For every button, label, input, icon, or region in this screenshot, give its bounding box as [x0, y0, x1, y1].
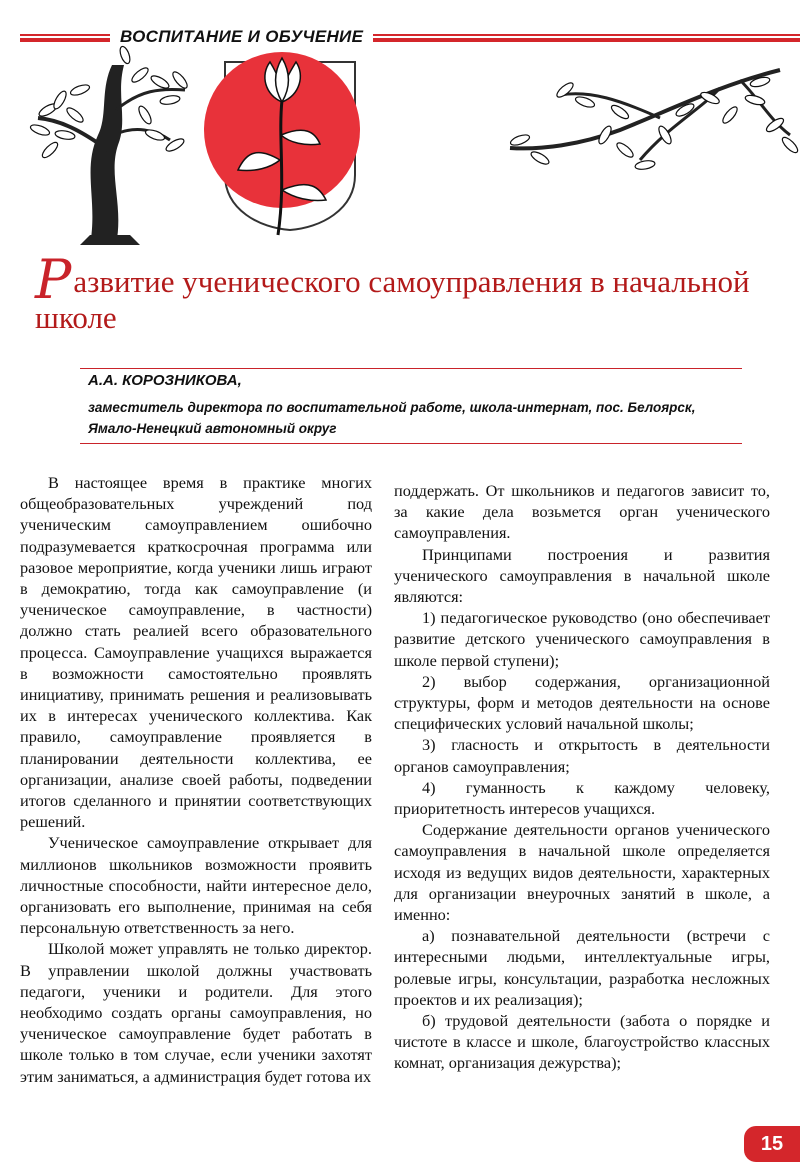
- rose-emblem-icon: [204, 52, 360, 235]
- section-title: ВОСПИТАНИЕ И ОБУЧЕНИЕ: [110, 27, 373, 47]
- paragraph: В настоящее время в практике многих общеобразовательных учреждений под ученическим самоуправлением ошибочно подразумевается краткосрочная программа или разовое мероприятие, когда ученики лишь играют в демократию, тогда как самоуправление (и ученическое самоуправление, в частности) должно стать реалией всего образовательного процесса. Самоуправление учащихся выражается в возможности самостоятельно проявлять инициативу, принимать решения и реализовывать их в интересах ученического коллектива. Как правило, самоуправление проявляется в планировании деятельности коллектива, ее организации, анализе своей работы, подведении итогов сделанного и принятии соответствующих решений.: [20, 473, 372, 832]
- list-item: б) трудовой деятельности (забота о порядке и чистоте в классе и школе, благоустройство классных комнат, организация дежурства);: [394, 1011, 770, 1073]
- article-title: [35, 248, 775, 336]
- title-text: азвитие ученического самоуправления в начальной школе: [35, 264, 750, 335]
- tree-illustration-icon: [29, 45, 800, 245]
- list-item: 4) гуманность к каждому человеку, приоритетность интересов учащихся.: [394, 777, 770, 819]
- author-position: заместитель директора по воспитательной работе, школа-интернат, пос. Белоярск, Ямало-Ненецкий автономный округ: [88, 400, 696, 436]
- paragraph: Школой может управлять не только директор. В управлении школой должны участвовать педагоги, ученики и родители. Для этого необходимо создать органы самоуправления, но ученическое самоуправление будет работать в школе только в том случае, если ученики захотят этим заниматься, а администрация будет готова их: [20, 939, 372, 1086]
- paragraph: Ученическое самоуправление открывает для миллионов школьников возможности проявить личностные способности, найти интересное дело, организовать его выполнение, принимая на себя персональную ответственность за него.: [20, 833, 372, 938]
- title-initial: Р: [35, 248, 72, 311]
- paragraph: Принципами построения и развития ученического самоуправления в начальной школе являются:: [394, 544, 770, 607]
- title-rule: [80, 368, 742, 369]
- author-rule: [80, 443, 742, 444]
- list-item: 1) педагогическое руководство (оно обеспечивает развитие детского ученического самоуправления в школе первой ступени);: [394, 608, 770, 670]
- paragraph: поддержать. От школьников и педагогов зависит то, за какие дела возьмется орган ученического самоуправления.: [394, 481, 770, 543]
- author-name: А.А. КОРОЗНИКОВА,: [88, 372, 242, 389]
- header-illustration: [20, 40, 800, 250]
- list-item: 2) выбор содержания, организационной структуры, форм и методов деятельности на основе специфических условий начальной школы;: [394, 671, 770, 734]
- page-number: 15: [744, 1126, 800, 1162]
- paragraph: Содержание деятельности органов ученического самоуправления в начальной школе определяется исходя из ведущих видов деятельности, характерных для организации внеурочных занятий в школе, а именно:: [394, 820, 770, 925]
- list-item: а) познавательной деятельности (встречи с интересными людьми, интеллектуальные игры, ролевые игры, консультации, разработка несложных проектов и их реализация);: [394, 926, 770, 1009]
- right-column: [394, 480, 770, 1074]
- list-item: 3) гласность и открытость в деятельности органов самоуправления;: [394, 735, 770, 776]
- left-column: [20, 472, 372, 1087]
